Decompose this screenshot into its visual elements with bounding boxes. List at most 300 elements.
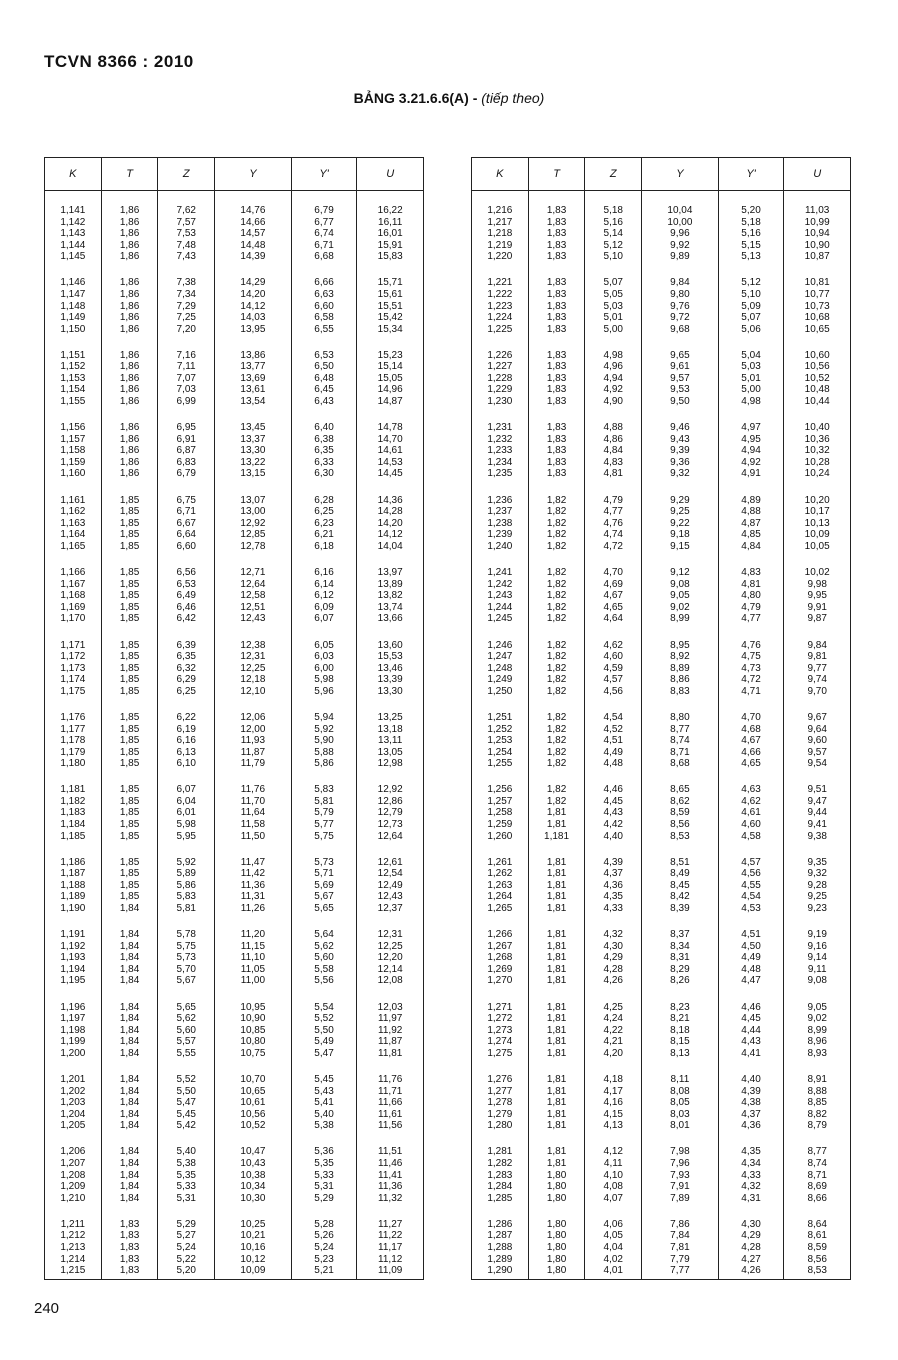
row-group	[215, 205, 291, 263]
table-cell: 1,85	[119, 723, 140, 735]
row-group	[292, 567, 357, 625]
table-cell: 1,151	[60, 349, 86, 361]
table-cell: 5,79	[314, 807, 334, 819]
table-cell: 1,156	[60, 422, 86, 434]
header-z: Z	[158, 158, 215, 190]
row-group	[642, 205, 718, 263]
table-cell: 4,30	[603, 940, 623, 952]
table-cell: 5,75	[176, 940, 196, 952]
table-cell: 1,210	[60, 1192, 86, 1204]
row-group	[158, 640, 214, 698]
table-cell: 9,51	[807, 784, 827, 796]
table-cell: 4,25	[603, 1001, 623, 1013]
left-table-header	[45, 158, 423, 191]
table-cell: 1,85	[119, 590, 140, 602]
table-cell: 4,70	[741, 711, 761, 723]
table-cell: 13,22	[240, 456, 266, 468]
table-cell: 1,150	[60, 323, 86, 335]
right-table	[471, 157, 851, 1280]
table-cell: 5,95	[176, 830, 196, 842]
row-group	[642, 350, 718, 408]
table-cell: 10,73	[804, 300, 830, 312]
table-cell: 1,214	[60, 1253, 86, 1265]
row-group	[215, 495, 291, 553]
row-group	[784, 277, 850, 335]
table-cell: 1,155	[60, 396, 86, 408]
row-group	[158, 350, 214, 408]
table-cell: 4,85	[741, 529, 761, 541]
row-group	[158, 1146, 214, 1204]
table-cell: 10,05	[804, 540, 830, 552]
table-cell: 10,77	[804, 288, 830, 300]
table-cell: 1,85	[119, 662, 140, 674]
table-cell: 8,68	[670, 758, 690, 770]
table-cell: 1,182	[60, 795, 86, 807]
table-cell: 5,83	[314, 784, 334, 796]
table-cell: 1,85	[119, 529, 140, 541]
table-cell: 6,60	[314, 300, 334, 312]
table-cell: 1,146	[60, 277, 86, 289]
table-cell: 1,245	[487, 613, 513, 625]
table-cell: 1,81	[546, 963, 567, 975]
table-cell: 1,263	[487, 879, 513, 891]
header-y-prime: Y'	[292, 158, 358, 190]
table-cell: 13,54	[240, 396, 266, 408]
table-cell: 1,147	[60, 288, 86, 300]
table-cell: 11,27	[378, 1218, 403, 1230]
table-cell: 5,69	[314, 879, 334, 891]
table-cell: 9,84	[670, 277, 690, 289]
table-cell: 10,90	[240, 1013, 266, 1025]
table-cell: 10,60	[804, 349, 830, 361]
table-cell: 4,73	[741, 662, 761, 674]
table-cell: 1,176	[60, 711, 86, 723]
table-cell: 1,196	[60, 1001, 86, 1013]
table-cell: 15,23	[377, 349, 403, 361]
table-cell: 4,67	[603, 590, 623, 602]
row-group	[292, 495, 357, 553]
table-cell: 8,59	[807, 1242, 827, 1253]
table-cell: 5,98	[176, 819, 196, 831]
table-cell: 12,31	[240, 651, 266, 663]
table-cell: 9,08	[670, 578, 690, 590]
table-cell: 1,85	[119, 758, 140, 770]
table-cell: 13,97	[377, 567, 403, 579]
table-cell: 1,158	[60, 445, 86, 457]
table-cell: 1,220	[487, 251, 513, 263]
table-cell: 1,80	[546, 1169, 567, 1181]
row-group	[102, 712, 158, 770]
table-cell: 9,54	[807, 758, 827, 770]
table-cell: 4,13	[603, 1120, 623, 1132]
row-group	[585, 929, 641, 987]
row-group	[472, 1074, 528, 1132]
table-cell: 11,36	[378, 1181, 403, 1193]
table-cell: 1,160	[60, 468, 86, 480]
table-cell: 10,65	[804, 323, 830, 335]
table-cell: 5,10	[741, 288, 761, 300]
row-group	[529, 712, 585, 770]
table-cell: 4,83	[603, 456, 623, 468]
table-cell: 6,71	[176, 506, 196, 518]
table-cell: 1,211	[60, 1218, 85, 1230]
table-cell: 1,84	[119, 1024, 140, 1036]
table-cell: 1,167	[60, 578, 86, 590]
table-cell: 6,48	[314, 372, 334, 384]
table-cell: 12,31	[377, 929, 403, 941]
table-cell: 1,230	[487, 396, 513, 408]
table-cell: 5,16	[741, 228, 761, 240]
row-group	[472, 1002, 528, 1060]
table-cell: 1,83	[546, 312, 567, 324]
table-cell: 5,04	[741, 349, 761, 361]
table-cell: 11,64	[240, 807, 266, 819]
header-u: U	[386, 168, 395, 180]
table-cell: 12,49	[377, 879, 403, 891]
table-cell: 8,15	[670, 1036, 690, 1048]
table-cell: 10,68	[804, 312, 830, 324]
table-title-main: BẢNG 3.21.6.6(A) -	[353, 90, 478, 106]
table-cell: 6,25	[176, 685, 196, 697]
table-cell: 11,58	[240, 819, 266, 831]
row-group	[784, 929, 850, 987]
table-cell: 6,35	[176, 651, 196, 663]
table-cell: 1,85	[119, 830, 140, 842]
row-group	[472, 1146, 528, 1204]
table-cell: 4,10	[603, 1169, 623, 1181]
table-cell: 7,11	[176, 361, 196, 373]
table-cell: 11,87	[240, 746, 266, 758]
table-cell: 11,20	[240, 929, 266, 941]
table-cell: 13,46	[377, 662, 403, 674]
table-cell: 1,161	[60, 494, 86, 506]
table-cell: 1,85	[119, 868, 140, 880]
table-cell: 1,148	[60, 300, 86, 312]
table-cell: 4,34	[741, 1158, 761, 1170]
row-group	[292, 784, 357, 842]
table-cell: 9,16	[807, 940, 827, 952]
table-cell: 7,84	[670, 1230, 690, 1242]
table-cell: 14,12	[377, 529, 403, 541]
table-cell: 12,03	[377, 1001, 403, 1013]
table-cell: 10,20	[804, 494, 830, 506]
table-cell: 1,201	[60, 1074, 86, 1086]
table-cell: 10,24	[804, 468, 830, 480]
table-cell: 12,71	[240, 567, 266, 579]
table-cell: 6,43	[314, 396, 334, 408]
table-cell: 4,57	[603, 674, 623, 686]
row-group	[45, 495, 101, 553]
table-cell: 5,12	[741, 277, 761, 289]
row-group	[292, 277, 357, 335]
table-cell: 8,37	[670, 929, 690, 941]
table-cell: 6,28	[314, 494, 334, 506]
table-cell: 12,85	[240, 529, 266, 541]
table-cell: 1,231	[487, 422, 513, 434]
table-cell: 14,87	[377, 396, 403, 408]
table-cell: 7,43	[176, 251, 196, 263]
table-cell: 5,52	[314, 1013, 334, 1025]
table-cell: 1,85	[119, 735, 140, 747]
table-cell: 1,192	[60, 940, 86, 952]
table-cell: 7,62	[176, 205, 196, 216]
table-cell: 5,77	[314, 819, 334, 831]
table-cell: 1,84	[119, 1158, 140, 1170]
table-cell: 4,97	[741, 422, 761, 434]
row-group	[357, 422, 423, 480]
table-cell: 7,77	[670, 1265, 690, 1277]
table-cell: 5,58	[314, 963, 334, 975]
table-cell: 14,20	[377, 517, 403, 529]
table-cell: 12,61	[377, 856, 403, 868]
table-cell: 11,09	[378, 1265, 403, 1277]
table-cell: 9,41	[807, 819, 827, 831]
table-cell: 1,287	[487, 1230, 513, 1242]
row-group	[642, 1002, 718, 1060]
row-group	[585, 495, 641, 553]
row-group	[784, 1002, 850, 1060]
table-cell: 1,258	[487, 807, 513, 819]
table-cell: 15,61	[377, 288, 403, 300]
table-cell: 16,11	[378, 216, 403, 228]
table-cell: 9,23	[807, 902, 827, 914]
table-cell: 5,06	[741, 323, 761, 335]
table-cell: 8,53	[670, 830, 690, 842]
row-group	[472, 712, 528, 770]
table-cell: 4,61	[741, 807, 761, 819]
table-cell: 1,261	[487, 856, 513, 868]
table-cell: 1,81	[546, 929, 567, 941]
table-cell: 9,47	[807, 795, 827, 807]
table-cell: 1,207	[60, 1158, 86, 1170]
table-cell: 4,79	[603, 494, 623, 506]
table-cell: 1,83	[119, 1230, 140, 1242]
row-group	[45, 929, 101, 987]
table-cell: 6,39	[176, 639, 196, 651]
table-cell: 8,05	[670, 1097, 690, 1109]
table-cell: 13,30	[377, 685, 403, 697]
table-cell: 9,68	[670, 323, 690, 335]
row-group	[472, 495, 528, 553]
table-cell: 9,46	[670, 422, 690, 434]
row-group	[719, 1074, 784, 1132]
table-cell: 1,85	[119, 674, 140, 686]
table-cell: 5,16	[603, 216, 623, 228]
table-cell: 6,49	[176, 590, 196, 602]
table-cell: 12,43	[377, 891, 403, 903]
table-cell: 1,81	[546, 891, 567, 903]
table-cell: 11,56	[378, 1120, 403, 1132]
table-cell: 1,199	[60, 1036, 86, 1048]
table-cell: 6,55	[314, 323, 334, 335]
row-group	[45, 1074, 101, 1132]
table-cell: 4,58	[741, 830, 761, 842]
table-cell: 11,03	[805, 205, 830, 216]
table-cell: 1,84	[119, 1097, 140, 1109]
row-group	[158, 1074, 214, 1132]
table-cell: 1,86	[119, 361, 140, 373]
table-cell: 5,41	[314, 1097, 334, 1109]
table-cell: 4,29	[741, 1230, 761, 1242]
table-cell: 5,47	[314, 1047, 334, 1059]
table-cell: 5,56	[314, 975, 334, 987]
row-group	[45, 567, 101, 625]
table-cell: 6,42	[176, 613, 196, 625]
row-group	[215, 567, 291, 625]
table-cell: 1,222	[487, 288, 513, 300]
row-group	[642, 277, 718, 335]
table-cell: 4,39	[741, 1085, 761, 1097]
table-cell: 5,45	[176, 1108, 196, 1120]
table-cell: 9,81	[807, 651, 827, 663]
table-cell: 6,63	[314, 288, 334, 300]
row-group	[585, 1002, 641, 1060]
table-cell: 9,96	[670, 228, 690, 240]
table-cell: 12,18	[240, 674, 266, 686]
table-cell: 1,85	[119, 613, 140, 625]
row-group	[102, 1074, 158, 1132]
row-group	[102, 205, 158, 263]
table-cell: 10,02	[804, 567, 830, 579]
table-cell: 4,98	[741, 396, 761, 408]
table-cell: 1,272	[487, 1013, 513, 1025]
table-cell: 14,20	[240, 288, 266, 300]
table-cell: 9,36	[670, 456, 690, 468]
table-cell: 11,81	[378, 1047, 403, 1059]
table-cell: 6,45	[314, 384, 334, 396]
table-cell: 1,85	[119, 601, 140, 613]
table-cell: 9,64	[807, 723, 827, 735]
table-cell: 7,20	[176, 323, 196, 335]
table-cell: 1,83	[546, 361, 567, 373]
table-cell: 8,11	[670, 1074, 690, 1086]
table-cell: 4,07	[603, 1192, 623, 1204]
row-group	[45, 205, 101, 263]
row-group	[642, 567, 718, 625]
table-cell: 8,18	[670, 1024, 690, 1036]
table-cell: 5,13	[741, 251, 761, 263]
table-cell: 1,197	[60, 1013, 86, 1025]
table-cell: 1,152	[60, 361, 86, 373]
table-cell: 5,54	[314, 1001, 334, 1013]
row-group	[585, 422, 641, 480]
column-y-prime	[292, 191, 358, 1279]
table-cell: 1,194	[60, 963, 86, 975]
table-cell: 8,86	[670, 674, 690, 686]
table-cell: 15,14	[377, 361, 403, 373]
table-cell: 1,81	[546, 1047, 567, 1059]
table-cell: 1,159	[60, 456, 86, 468]
table-cell: 4,88	[741, 506, 761, 518]
table-cell: 8,56	[670, 819, 690, 831]
table-cell: 5,52	[176, 1074, 196, 1086]
row-group	[472, 929, 528, 987]
table-cell: 1,275	[487, 1047, 513, 1059]
column-y	[642, 191, 719, 1279]
table-cell: 14,48	[240, 239, 266, 251]
row-group	[719, 929, 784, 987]
table-cell: 1,80	[546, 1230, 567, 1242]
table-cell: 4,49	[603, 746, 623, 758]
table-cell: 4,01	[603, 1265, 623, 1277]
table-cell: 4,04	[603, 1242, 623, 1253]
table-cell: 5,38	[314, 1120, 334, 1132]
table-cell: 15,05	[377, 372, 403, 384]
table-cell: 9,08	[807, 975, 827, 987]
table-cell: 4,40	[603, 830, 623, 842]
table-cell: 4,24	[603, 1013, 623, 1025]
row-group	[719, 277, 784, 335]
table-cell: 1,85	[119, 494, 140, 506]
table-cell: 4,95	[741, 433, 761, 445]
table-cell: 1,83	[546, 323, 567, 335]
table-cell: 8,79	[807, 1120, 827, 1132]
column-z	[158, 191, 215, 1279]
table-cell: 4,84	[741, 540, 761, 552]
table-cell: 7,29	[176, 300, 196, 312]
table-cell: 1,260	[487, 830, 513, 842]
row-group	[642, 640, 718, 698]
row-group	[529, 277, 585, 335]
table-cell: 10,48	[804, 384, 830, 396]
table-cell: 9,18	[670, 529, 690, 541]
table-cell: 9,74	[807, 674, 827, 686]
table-cell: 7,91	[670, 1181, 690, 1193]
table-cell: 4,06	[603, 1218, 623, 1230]
table-cell: 13,00	[240, 506, 266, 518]
table-cell: 1,82	[546, 746, 567, 758]
row-group	[158, 495, 214, 553]
table-cell: 4,18	[603, 1074, 623, 1086]
table-cell: 6,19	[176, 723, 196, 735]
row-group	[719, 567, 784, 625]
table-cell: 1,200	[60, 1047, 86, 1059]
table-cell: 12,43	[240, 613, 266, 625]
table-cell: 8,13	[670, 1047, 690, 1059]
table-cell: 14,03	[240, 312, 266, 324]
table-cell: 4,45	[603, 795, 623, 807]
table-cell: 5,57	[176, 1036, 196, 1048]
row-group	[45, 277, 101, 335]
column-t	[102, 191, 159, 1279]
table-cell: 12,38	[240, 639, 266, 651]
column-k	[45, 191, 102, 1279]
table-cell: 1,188	[60, 879, 86, 891]
table-cell: 10,80	[240, 1036, 266, 1048]
table-cell: 10,36	[804, 433, 830, 445]
row-group	[529, 1219, 585, 1277]
table-cell: 6,13	[176, 746, 196, 758]
table-cell: 5,33	[314, 1169, 334, 1181]
table-cell: 9,98	[807, 578, 827, 590]
table-cell: 1,82	[546, 540, 567, 552]
table-cell: 12,25	[377, 940, 403, 952]
table-cell: 12,37	[377, 902, 403, 914]
table-cell: 11,71	[378, 1085, 403, 1097]
column-y-prime	[719, 191, 785, 1279]
row-group	[357, 1146, 423, 1204]
row-group	[45, 1219, 101, 1277]
table-cell: 1,80	[546, 1253, 567, 1265]
row-group	[102, 1219, 158, 1277]
table-cell: 13,18	[377, 723, 403, 735]
table-cell: 1,84	[119, 1169, 140, 1181]
table-cell: 5,42	[176, 1120, 196, 1132]
table-cell: 9,02	[807, 1013, 827, 1025]
row-group	[357, 784, 423, 842]
table-cell: 6,95	[176, 422, 196, 434]
table-cell: 1,227	[487, 361, 513, 373]
